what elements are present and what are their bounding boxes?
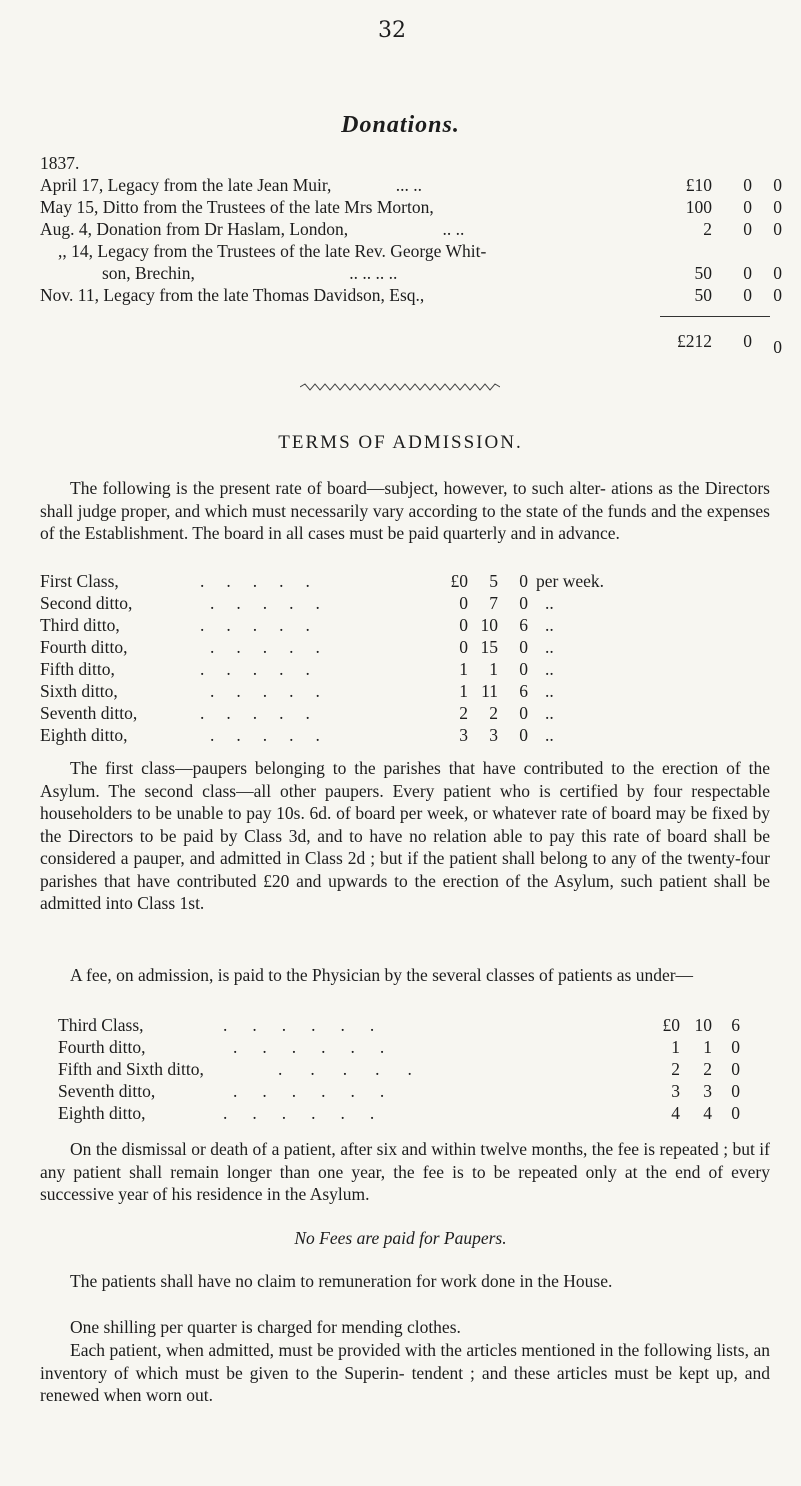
table-row: Sixth ditto, ..... <box>40 681 342 701</box>
no-fees-note: No Fees are paid for Paupers. <box>294 1228 507 1248</box>
table-row: Third Class, ...... <box>58 1015 400 1035</box>
terms-title: TERMS OF ADMISSION. <box>278 432 523 453</box>
page-number: 32 <box>378 18 406 43</box>
work-paragraph: The patients shall have no claim to remuneration for work done in the House. <box>70 1271 613 1291</box>
donation-entry: May 15, Ditto from the Trustees of the late Mrs Morton, <box>40 197 434 217</box>
donation-entry: April 17, Legacy from the late Jean Muir, ... .. <box>40 175 422 195</box>
table-row: Fifth and Sixth ditto, ..... <box>58 1059 440 1079</box>
donation-entry: Nov. 11, Legacy from the late Thomas Davidson, Esq., <box>40 285 425 305</box>
classes-paragraph: The first class—paupers belonging to the parishes that have contributed to the erection of the Asylum. The second class—all other paupers. Every patient who is certified by four respectable householders to be unable to pay 10s. 6d. of board per week, or whatever rate of board may be fixed by the Directors to be paid by Class 3d, and to have no relation able to pay this rate of board shall be considered a pauper, and admitted in Class 2d ; but if the patient shall belong to any of the twenty-four parishes that have contributed £20 and upwards to the erection of the Asylum, such patient shall be admitted into Class 1st. <box>40 758 770 913</box>
table-row: Eighth ditto, ..... <box>40 725 342 745</box>
shilling-paragraph: One shilling per quarter is charged for mending clothes. <box>70 1317 461 1337</box>
donation-entry: son, Brechin, .. .. .. .. <box>102 263 398 283</box>
donations-heading: Donations. <box>341 112 460 138</box>
table-row: Seventh ditto, ...... <box>58 1081 410 1101</box>
table-row: Second ditto, ..... <box>40 593 342 613</box>
table-row: Fourth ditto, ...... <box>58 1037 410 1057</box>
donation-entry: Aug. 4, Donation from Dr Haslam, London, .. .. <box>40 219 465 239</box>
terms-intro: The following is the present rate of board—subject, however, to such alter- ations as the Directors shall judge proper, and which must necessarily vary according to the state of the funds and the expenses of the Establishment. The board in all cases must be paid quarterly and in advance. <box>40 478 770 543</box>
table-row: Seventh ditto, ..... <box>40 703 332 723</box>
table-row: Fourth ditto, ..... <box>40 637 342 657</box>
decorative-wavy-rule <box>300 382 500 392</box>
fee-intro: A fee, on admission, is paid to the Physician by the several classes of patients as under— <box>70 965 694 985</box>
articles-paragraph: Each patient, when admitted, must be provided with the articles mentioned in the following lists, an inventory of which must be given to the Superin- tendent ; and these articles must be kept up, and renewed when worn out. <box>40 1340 770 1405</box>
table-row: Eighth ditto, ...... <box>58 1103 400 1123</box>
table-row: First Class, ..... <box>40 571 332 591</box>
table-row: Third ditto, ..... <box>40 615 332 635</box>
donations-year: 1837. <box>40 153 80 173</box>
document-page: 32 Donations. 1837. April 17, Legacy from the late Jean Muir, ... .. £10 0 0 May 15, Ditto from the Trustees of the late Mrs Morton, 100 0 0 Aug. 4, Donation from Dr Haslam, London, .. .. 2 0 0 ,, 14, Legacy from the Trustees of the late Rev. George Whit- son, Brechin, .. .. .. .. 50 0 0 Nov. 11, Legacy from the late Thomas Davidson, Esq., 50 0 0 £212 0 0 TERMS OF ADMISSION. The following is the present rate of board—subject, however, to such alter- ations as the Directors shall judge proper, and which must necessarily vary according to the state of the funds and the expenses of the Establishment. The board in all cases must be paid quarterly and in advance. First Class, ..... Second ditto, ..... Third ditto, ..... Fourth ditto, ..... Fifth ditto, ..... Sixth ditto, ..... Seventh ditto, ..... Eighth ditto, ..... £0 5 0 per week. 0 7 0 .. 0 10 6 .. 0 15 0 .. 1 1 0 .. 1 11 6 .. 2 2 0 .. 3 3 0 .. The first class—paupers belonging to the parishes that have contributed to the erection of the Asylum. The second class—all other paupers. Every patient who is certified by four respectable householders to be unable to pay 10s. 6d. of board per week, or whatever rate of board may be fixed by the Directors to be paid by Class 3d, and to have no relation able to pay this rate of board shall be considered a pauper, and admitted in Class 2d ; but if the patient shall belong to any of the twenty-four parishes that have contributed £20 and upwards to the erection of the Asylum, such patient shall be admitted into Class 1st. A fee, on admission, is paid to the Physician by the several classes of patients as under— Third Class, ...... Fourth ditto, ...... Fifth and Sixth ditto, ..... Seventh ditto, ...... Eighth ditto, ...... £0 10 6 1 1 0 2 2 0 3 3 0 4 4 0 On the dismissal or death of a patient, after six and within twelve months, the fee is repeated ; but if any patient shall remain longer than one year, the fee is to be repeated only at the end of every successive year of his residence in the Asylum. No Fees are paid for Paupers. The patients shall have no claim to remuneration for work done in the House. One shilling per quarter is charged for mending clothes. Each patient, when admitted, must be provided with the articles mentioned in the following lists, an inventory of which must be given to the Superin- tendent ; and these articles must be kept up, and renewed when worn out. <box>0 0 801 1486</box>
donation-entry: ,, 14, Legacy from the Trustees of the late Rev. George Whit- <box>58 241 487 261</box>
total-rule <box>660 316 770 317</box>
dismissal-paragraph: On the dismissal or death of a patient, after six and within twelve months, the fee is repeated ; but if any patient shall remain longer than one year, the fee is to be repeated only at the end of every successive year of his residence in the Asylum. <box>40 1139 770 1204</box>
table-row: Fifth ditto, ..... <box>40 659 332 679</box>
